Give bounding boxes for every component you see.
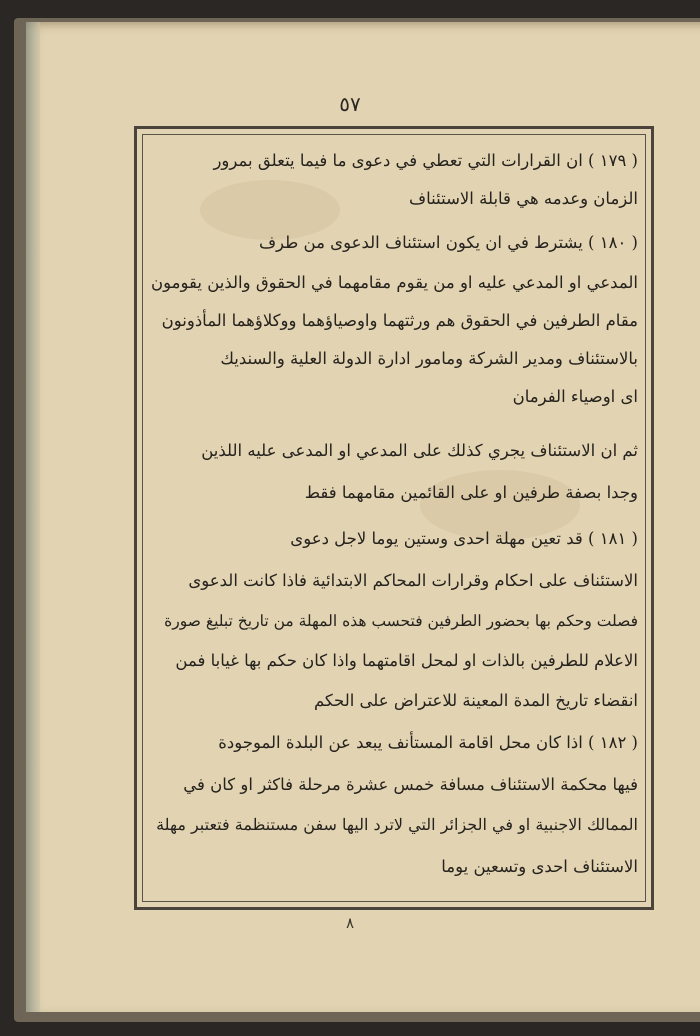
text-line: ( ١٨٠ ) يشترط في ان يكون استئناف الدعوى من طرف (258, 233, 638, 252)
text-line: المدعي او المدعي عليه او من يقوم مقامهما في الحقوق والذين يقومون (151, 273, 638, 292)
text-line: ( ١٨١ ) قد تعين مهلة احدى وستين يوما لاجل دعوى (290, 529, 638, 548)
text-line: بالاستئناف ومدير الشركة ومامور ادارة الدولة العلية والسنديك (220, 349, 638, 368)
text-line: ثم ان الاستئناف يجري كذلك على المدعي او المدعى عليه اللذين (201, 441, 638, 460)
text-line: الاستئناف احدى وتسعين يوما (441, 857, 638, 876)
signature-mark: ٨ (345, 914, 355, 932)
text-line: فصلت وحكم بها بحضور الطرفين فتحسب هذه المهلة من تاريخ تبليغ صورة (164, 612, 638, 630)
page-spine-shadow (26, 22, 40, 1012)
text-line: الاستئناف على احكام وقرارات المحاكم الابتدائية فاذا كانت الدعوى (188, 571, 638, 590)
text-line: مقام الطرفين في الحقوق هم ورثتهما واوصياؤهما ووكلاؤهما المأذونون (161, 311, 638, 330)
text-line: فيها محكمة الاستئناف مسافة خمس عشرة مرحلة فاكثر او كان في (183, 775, 638, 794)
text-line: ( ١٧٩ ) ان القرارات التي تعطي في دعوى ما فيما يتعلق بمرور (213, 151, 638, 170)
text-line: وجدا بصفة طرفين او على القائمين مقامهما فقط (304, 483, 638, 502)
text-line: الاعلام للطرفين بالذات او لمحل اقامتهما واذا كان حكم بها غيابا فمن (175, 651, 638, 670)
text-line: اى اوصياء الفرمان (512, 387, 638, 406)
text-line: انقضاء تاريخ المدة المعينة للاعتراض على الحكم (313, 691, 638, 710)
text-line: الممالك الاجنبية او في الجزائر التي لاترد اليها سفن مستنظمة فتعتبر مهلة (156, 815, 638, 834)
article-text-block (150, 142, 638, 902)
text-line: الزمان وعدمه هي قابلة الاستئناف (409, 189, 638, 208)
page-number: ٥٧ (339, 92, 361, 116)
text-line: ( ١٨٢ ) اذا كان محل اقامة المستأنف يبعد عن البلدة الموجودة (218, 733, 638, 752)
